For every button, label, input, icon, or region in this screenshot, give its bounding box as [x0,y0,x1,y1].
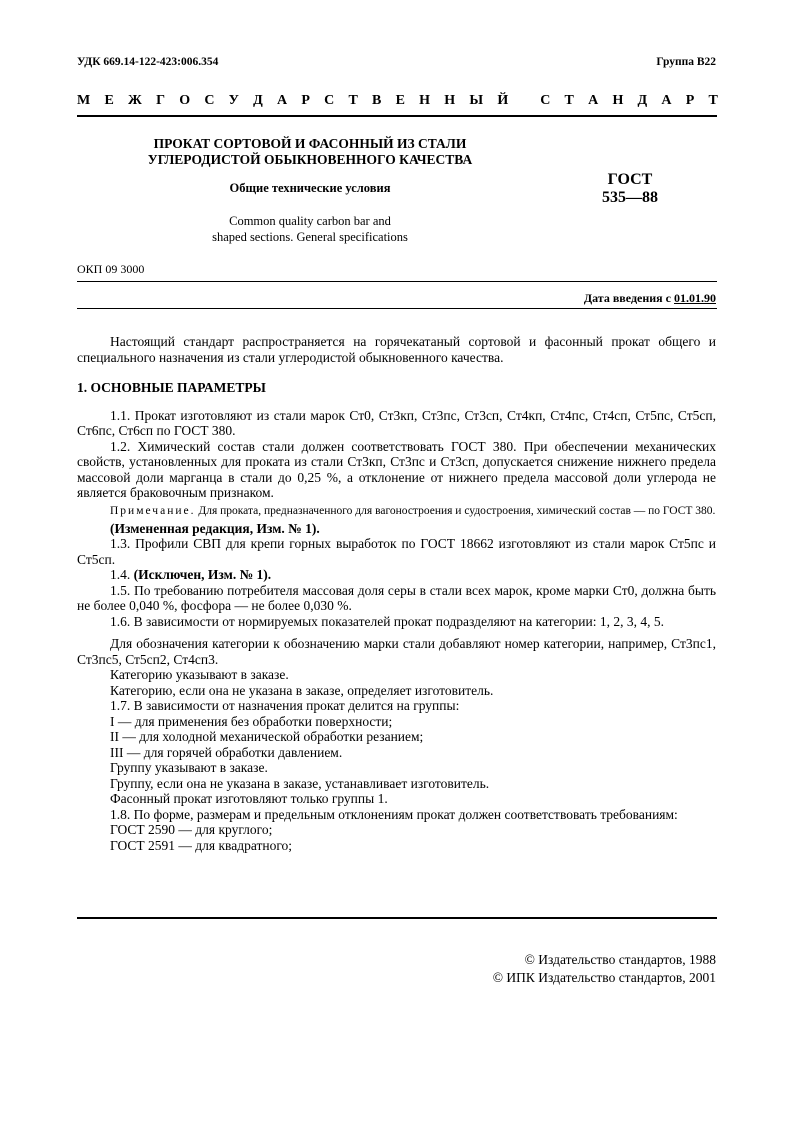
document-body [77,334,716,853]
effective-date [584,291,716,306]
english-title-line-1: Common quality carbon bar and [229,214,391,228]
standard-heading-letter: Р [301,93,310,108]
gost-label: ГОСТ [607,171,653,188]
document-subtitle: Общие технические условия [229,181,391,195]
standard-heading-letter: В [372,93,382,108]
copyright-line-2: © ИПК Издательство стандартов, 2001 [492,970,716,985]
group-code: Группа В22 [656,56,716,68]
standard-heading-letter: Н [612,93,624,108]
group-default: Группу, если она не указана в заказе, устанавливает изготовитель. [110,775,490,791]
shaped-group: Фасонный прокат изготовляют только группы 1. [110,791,388,806]
clause-1-3: 1.3. Профили СВП для крепи горных выработок по ГОСТ 18662 изготовляют из стали марок Ст5пс и Ст5сп. [77,536,716,567]
group-1: I — для применения без обработки поверхности; [110,713,393,729]
category-order: Категорию указывают в заказе. [110,667,289,682]
standard-heading-letter [522,93,526,109]
standard-heading-letter: С [540,93,551,108]
standard-heading-letter: Н [419,93,431,108]
requirement-square: ГОСТ 2591 — для квадратного; [110,837,293,853]
date-rule [77,308,717,309]
clause-1-1: 1.1. Прокат изготовляют из стали марок Ст0, Ст3кп, Ст3пс, Ст3сп, Ст4кп, Ст4пс, Ст4сп, Ст5пс, Ст5сп, Ст6пс, Ст6сп по ГОСТ 380. [77,407,716,438]
clause-1-4-text: (Исключен, Изм. № 1). [133,567,272,582]
english-title-line-2: shaped sections. General specifications [212,230,408,244]
section-heading: 1. ОСНОВНЫЕ ПАРАМЕТРЫ [77,380,266,395]
interstate-standard-heading [77,93,718,109]
clause-1-4 [77,567,716,583]
clause-1-5: 1.5. По требованию потребителя массовая доля серы в стали всех марок, кроме марки Ст0, должна быть не более 0,040 %, фосфора — не более 0,030 %. [77,582,716,613]
gost-designation [570,171,690,207]
title-line-1: ПРОКАТ СОРТОВОЙ И ФАСОННЫЙ ИЗ СТАЛИ [153,136,467,151]
category-default: Категорию, если она не указана в заказе, определяет изготовитель. [110,682,494,698]
english-title [100,213,520,245]
clause-1-4-number: 1.4. [110,567,134,582]
standard-heading-letter: С [324,93,335,108]
category-paragraph: Для обозначения категории к обозначению марки стали добавляют номер категории, например, Ст3пс1, Ст3пс5, Ст5сп2, Ст4сп3. [77,636,716,667]
title-line-2: УГЛЕРОДИСТОЙ ОБЫКНОВЕННОГО КАЧЕСТВА [147,152,473,167]
standard-heading-letter: Т [564,93,574,108]
standard-heading-letter: Т [708,93,718,108]
group-3: III — для горячей обработки давлением. [110,744,343,760]
standard-heading-letter: Р [685,93,695,108]
clause-1-2: 1.2. Химический состав стали должен соответствовать ГОСТ 380. При обеспечении механических свойств, установленных для проката из стали Ст3кп, Ст3пс и Ст3сп, допускается снижение нижнего предела массовой доли марганца в стали до 0,25 %, а отклонение от нижнего предела массовой доли углерода не является браковочным признаком. [77,438,716,500]
standard-heading-letter: Д [253,93,263,108]
requirement-round: ГОСТ 2590 — для круглого; [110,822,273,837]
standard-heading-letter: С [204,93,215,108]
okp-rule [77,281,717,282]
standard-heading-letter: А [661,93,672,108]
standard-heading-letter: Т [348,93,358,108]
clause-1-6: 1.6. В зависимости от нормируемых показателей прокат подразделяют на категории: 1, 2, 3, 4, 5. [110,613,664,629]
amendment-note: (Измененная редакция, Изм. № 1). [110,520,320,536]
standard-heading-letter: Е [104,93,114,108]
document-title [100,136,520,168]
standard-heading-letter: Е [395,93,405,108]
clause-1-8: 1.8. По форме, размерам и предельным отклонениям прокат должен соответствовать требованиям: [110,806,678,822]
group-order: Группу указывают в заказе. [110,760,268,775]
copyright [493,951,716,987]
header-rule [77,115,717,117]
standard-heading-letter: Г [156,93,165,108]
standard-heading-letter: Й [497,93,509,108]
intro-paragraph: Настоящий стандарт распространяется на горячекатаный сортовой и фасонный прокат общего и специального назначения из стали углеродистой обыкновенного качества. [77,334,716,365]
note-text: Для проката, предназначенного для вагоностроения и судостроения, химический состав — по ГОСТ 380. [195,504,716,517]
standard-heading-letter: Д [637,93,648,108]
standard-heading-letter: Н [444,93,456,108]
copyright-line-1: © Издательство стандартов, 1988 [524,952,716,967]
standard-heading-letter: О [179,93,191,108]
effective-date-value: 01.01.90 [674,291,716,305]
standard-heading-letter: М [77,93,91,108]
standard-heading-letter: У [228,93,239,108]
footer-rule [77,917,717,919]
standard-heading-letter: Ы [469,93,484,108]
clause-1-7: 1.7. В зависимости от назначения прокат делится на группы: [110,698,460,713]
standard-heading-letter: А [588,93,599,108]
standard-heading-letter: Ж [128,93,142,108]
note-label: Примечание. [110,504,196,517]
standard-heading-letter: А [277,93,288,108]
group-2: II — для холодной механической обработки резанием; [110,729,424,744]
okp-code: ОКП 09 3000 [77,262,145,276]
gost-number: 535—88 [602,189,658,206]
note [77,505,716,518]
effective-date-label: Дата введения с [583,291,674,305]
udc-code: УДК 669.14-122-423:006.354 [77,56,219,68]
